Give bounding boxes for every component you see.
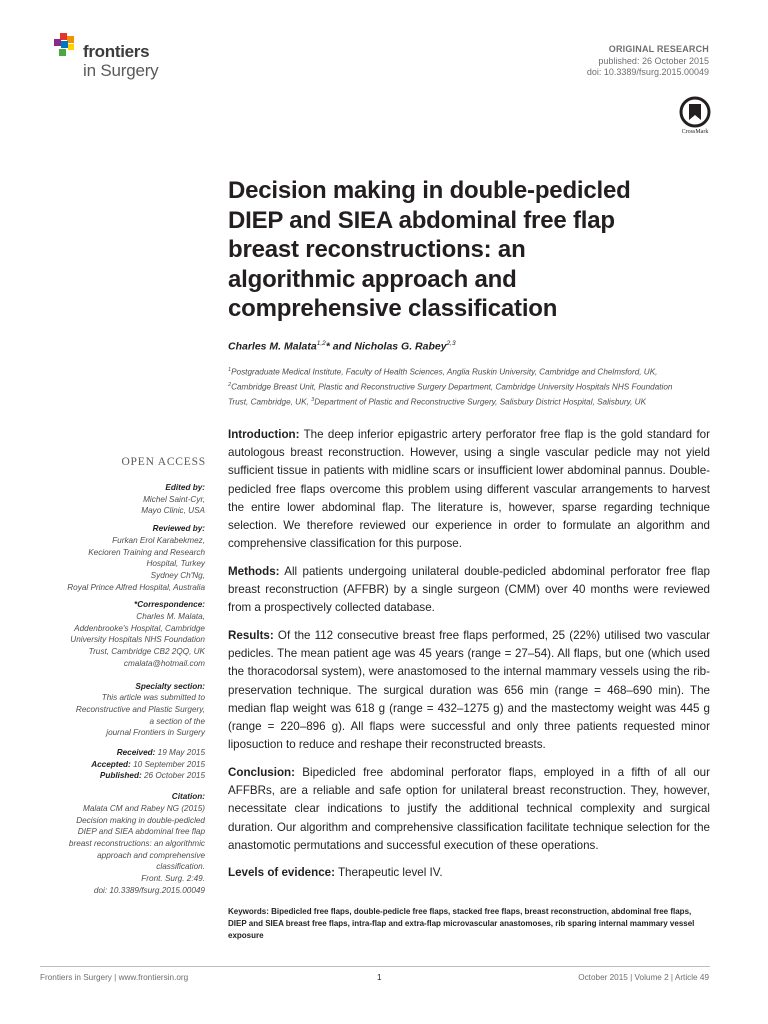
- specialty-section-label: Specialty section:: [135, 681, 205, 691]
- affiliation-line: Department of Plastic and Reconstructive Surgery, Salisbury District Hospital, Salisbury, UK: [314, 397, 647, 407]
- title-line: breast reconstructions: an: [228, 236, 526, 263]
- section-label: Levels of evidence:: [228, 866, 335, 880]
- affiliation-sup: 3: [311, 397, 315, 404]
- reviewer-line: Royal Prince Alfred Hospital, Australia: [67, 582, 205, 592]
- citation-line: Decision making in double-pedicled: [76, 815, 205, 825]
- section-text: All patients undergoing unilateral double-pedicled abdominal perforator free flap breast reconstruction (AFFBR) by a single surgeon (CMM) over 40 months were reviewed from a prospectively collected database.: [228, 564, 710, 615]
- correspondence-line: University Hospitals NHS Foundation: [70, 635, 205, 645]
- doi[interactable]: doi: 10.3389/fsurg.2015.00049: [586, 67, 709, 77]
- accepted-label: Accepted:: [91, 759, 131, 769]
- reviewer-line: Kecioren Training and Research: [88, 547, 205, 557]
- accepted-value: 10 September 2015: [133, 759, 205, 769]
- abstract: [228, 426, 710, 892]
- section-label: Methods:: [228, 564, 280, 578]
- correspondence-line: Addenbrooke's Hospital, Cambridge: [74, 623, 205, 633]
- correspondence-line: Trust, Cambridge CB2 2QQ, UK: [88, 647, 205, 657]
- reviewer-line: Furkan Erol Karabekmez,: [112, 535, 205, 545]
- reviewer-line: Hospital, Turkey: [146, 559, 205, 569]
- abstract-methods: [228, 563, 710, 618]
- abstract-introduction: [228, 426, 710, 553]
- affiliation-line: Cambridge Breast Unit, Plastic and Reconstructive Surgery Department, Cambridge University Hospitals NHS Foundation: [231, 382, 673, 392]
- reviewer-line: Sydney Ch'Ng,: [150, 570, 205, 580]
- published-date-sidebar: [40, 770, 205, 782]
- open-access-label: OPEN ACCESS: [121, 456, 206, 468]
- correspondence-line: Charles M. Malata,: [136, 612, 205, 622]
- citation-label: Citation:: [171, 792, 205, 802]
- journal-name: frontiers: [83, 42, 150, 61]
- journal-logo[interactable]: [54, 33, 184, 83]
- section-text: Therapeutic level IV.: [334, 866, 443, 880]
- footer-issue-info: October 2015 | Volume 2 | Article 49: [578, 973, 709, 982]
- citation-line: Malata CM and Rabey NG (2015): [83, 803, 205, 813]
- title-line: algorithmic approach and: [228, 265, 517, 293]
- published-value: 26 October 2015: [144, 771, 205, 781]
- frontiers-logo-icon: [54, 33, 80, 59]
- published-label: Published:: [99, 771, 142, 781]
- footer-divider: [40, 966, 710, 967]
- correspondence-label: *Correspondence:: [134, 600, 205, 610]
- article-info-sidebar: [40, 482, 205, 897]
- citation-line: approach and comprehensive: [97, 850, 205, 860]
- citation-doi[interactable]: doi: 10.3389/fsurg.2015.00049: [93, 885, 205, 895]
- abstract-evidence: [228, 864, 710, 882]
- citation-line: DIEP and SIEA abdominal free flap: [77, 827, 205, 837]
- specialty-line: journal Frontiers in Surgery: [106, 728, 205, 738]
- specialty-line: a section of the: [149, 716, 205, 726]
- title-line: Decision making in double-pedicled: [228, 177, 631, 204]
- author-list: [228, 340, 456, 353]
- citation-line: classification.: [156, 862, 205, 872]
- specialty-line: Reconstructive and Plastic Surgery,: [75, 704, 205, 714]
- reviewed-by-label: Reviewed by:: [152, 524, 205, 534]
- keywords: Keywords: Bipedicled free flaps, double-pedicle free flaps, stacked free flaps, breast reconstruction, abdominal free flaps, DIEP and SIEA breast free flaps, intra-flap and extra-flap microvascular anastomoses, rib sparing internal mammary vessel exposure: [228, 907, 695, 940]
- received-value: 19 May 2015: [157, 748, 205, 758]
- correspondence-email[interactable]: cmalata@hotmail.com: [123, 658, 205, 668]
- crossmark-label: CrossMark: [681, 129, 709, 135]
- editor-line: Mayo Clinic, USA: [141, 506, 205, 516]
- received-date: [40, 747, 205, 759]
- edited-by-label: Edited by:: [165, 483, 205, 492]
- section-text: Of the 112 consecutive breast free flaps performed, 25 (22%) utilised two vascular pedicles. The mean patient age was 45 years (range = 27–54). All flaps, but one (which used the thoracodorsal system), were anastomosed to the internal mammary vessels using the rib-preservation technique. The surgical duration was 656 min (range = 468–690 min). The median flap weight was 618 g (range = 432–1275 g) and the mastectomy weight was 445 g (range = 220–896 g). All flaps were successful and only three patients requested minor liposuction to reduce and reshape their reconstructed breasts.: [228, 629, 710, 752]
- journal-subtitle: in Surgery: [83, 61, 159, 80]
- article-title: [228, 176, 728, 324]
- section-label: Conclusion:: [228, 765, 295, 779]
- affiliation-line: Postgraduate Medical Institute, Faculty of Health Sciences, Anglia Ruskin University, Cambridge and Chelmsford, UK,: [231, 367, 658, 377]
- author-name[interactable]: Charles M. Malata: [228, 340, 317, 353]
- citation-line: Front. Surg. 2:49.: [141, 874, 205, 884]
- affiliation-sup: 1: [228, 367, 232, 373]
- author-affiliation-sup: 1,2: [316, 340, 326, 347]
- title-line: comprehensive classification: [228, 295, 558, 322]
- section-label: Results:: [228, 629, 274, 643]
- author-affiliation-sup: 2,3: [446, 340, 456, 347]
- affiliation-sup: 2: [228, 382, 232, 389]
- page-number: 1: [377, 973, 382, 982]
- section-text: The deep inferior epigastric artery perforator free flap is the gold standard for autologous breast reconstruction. However, using a single vascular pedicle may not yield sufficient tissue in patients with midline scars or insufficient lower abdominal pannus. Double-pedicled free flaps overcome this problem using different vascular arrangements to harvest the entire lower abdominal flap. The literature is, however, sparse regarding technique selection. We therefore reviewed our experience in order to formulate an algorithm and comprehensive classification for this purpose.: [228, 428, 710, 551]
- author-conjunction: and: [329, 340, 355, 353]
- editor-line: Michel Saint-Cyr,: [143, 494, 205, 504]
- abstract-results: [228, 627, 710, 754]
- received-label: Received:: [116, 748, 156, 758]
- citation-line: breast reconstructions: an algorithmic: [68, 838, 205, 848]
- title-line: DIEP and SIEA abdominal free flap: [228, 206, 615, 234]
- specialty-line: This article was submitted to: [101, 693, 205, 703]
- article-type: ORIGINAL RESEARCH: [608, 44, 709, 54]
- footer-journal-link[interactable]: Frontiers in Surgery | www.frontiersin.org: [40, 973, 189, 982]
- section-text: Bipedicled free abdominal perforator flaps, employed in a fifth of all our AFFBRs, are a reliable and safe option for unilateral breast reconstruction. They, however, necessitate clear indications to justify the additional technical complexity and surgical duration. Our algorithm and comprehensive classification facilitate technique selection for the anastomotic permutations and successful execution of these operations.: [228, 765, 710, 852]
- corresponding-mark: *: [325, 340, 330, 353]
- published-date: published: 26 October 2015: [598, 56, 709, 66]
- affiliation-line: Trust, Cambridge, UK,: [228, 397, 312, 407]
- abstract-conclusion: [228, 764, 710, 855]
- accepted-date: [40, 759, 205, 771]
- author-name[interactable]: Nicholas G. Rabey: [354, 340, 447, 353]
- affiliations: [228, 364, 718, 409]
- section-label: Introduction:: [228, 428, 300, 441]
